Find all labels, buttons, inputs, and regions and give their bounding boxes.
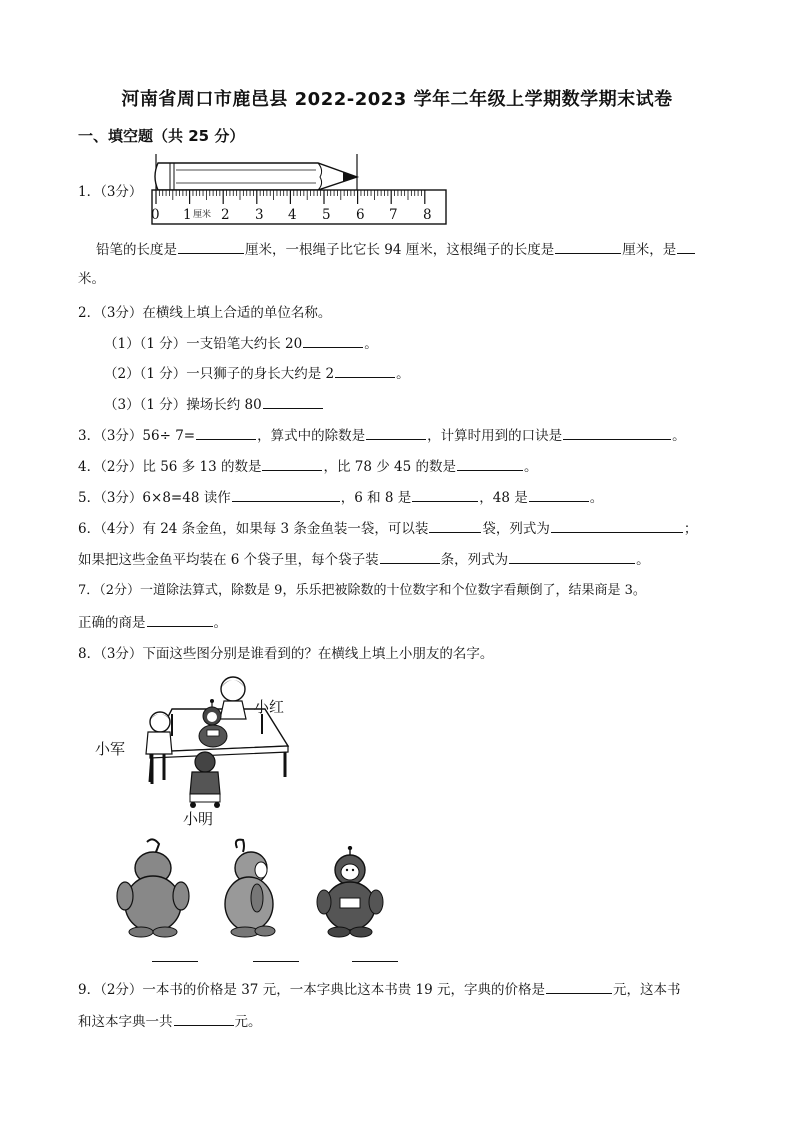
answer-blank[interactable] — [546, 980, 612, 994]
pencil-icon — [155, 163, 357, 190]
girl-icon — [220, 677, 246, 719]
answer-blank[interactable] — [174, 1012, 234, 1026]
q7-line2: 正确的商是 。 — [78, 615, 227, 631]
ruler-number: 5 — [322, 207, 331, 223]
answer-blank[interactable] — [303, 334, 363, 348]
answer-blank[interactable] — [380, 550, 440, 564]
q2-sub2: （2）（1 分）一只狮子的身长大约是 2 。 — [104, 366, 410, 382]
label-xiaoming: 小明 — [183, 810, 214, 828]
view-back-figure — [113, 838, 195, 938]
answer-blank[interactable] — [232, 488, 340, 502]
q1-text-end: 米。 — [78, 271, 105, 287]
ruler-number: 7 — [389, 207, 398, 223]
q6-line1: 6．（4分）有 24 条金鱼，如果每 3 条金鱼装一袋，可以装 袋，列式为 ； — [78, 521, 698, 537]
answer-blank[interactable] — [178, 240, 244, 254]
label-xiaojun: 小军 — [95, 740, 126, 758]
answer-blank[interactable] — [509, 550, 635, 564]
answer-blank[interactable] — [147, 613, 213, 627]
ruler-number: 0 — [151, 207, 160, 223]
q8-head: 8．（3分）下面这些图分别是谁看到的？在横线上填上小朋友的名字。 — [78, 646, 494, 662]
answer-blank[interactable] — [335, 364, 395, 378]
answer-blank[interactable] — [529, 488, 589, 502]
answer-blank[interactable] — [677, 240, 695, 254]
answer-blank[interactable] — [352, 960, 398, 962]
q5: 5．（3分）6×8=48 读作 ，6 和 8 是 ，48 是 。 — [78, 490, 604, 506]
q3: 3．（3分）56÷ 7= ，算式中的除数是 ，计算时用到的口诀是 。 — [78, 428, 686, 444]
q9-line1: 9．（2分）一本书的价格是 37 元，一本字典比这本书贵 19 元，字典的价格是 元，这本书 — [78, 982, 681, 998]
label-xiaohong: 小红 — [254, 698, 285, 716]
ruler-number: 3 — [255, 207, 264, 223]
answer-blank[interactable] — [152, 960, 198, 962]
ruler-number: 2 — [221, 207, 230, 223]
answer-blank[interactable] — [262, 457, 322, 471]
ruler-number: 1 — [183, 207, 192, 223]
ruler-unit: 厘米 — [193, 210, 212, 220]
q4: 4．（2分）比 56 多 13 的数是 ，比 78 少 45 的数是 。 — [78, 459, 538, 475]
answer-blank[interactable] — [253, 960, 299, 962]
answer-blank[interactable] — [563, 426, 671, 440]
q1-text: 铅笔的长度是 厘米，一根绳子比它长 94 厘米，这根绳子的长度是 厘米，是 — [96, 240, 696, 259]
view-side-figure — [219, 838, 287, 938]
boy-front-icon — [190, 752, 220, 808]
q2-sub3: （3）（1 分）操场长约 80 — [104, 395, 324, 414]
answer-blank[interactable] — [429, 519, 481, 533]
section-heading: 一、填空题（共 25 分） — [78, 127, 245, 145]
answer-blank[interactable] — [263, 395, 323, 409]
q7-line1: 7．（2分）一道除法算式，除数是 9，乐乐把被除数的十位数字和个位数字看颠倒了，结果商是 3。 — [78, 583, 646, 598]
page-title: 河南省周口市鹿邑县 2022-2023 学年二年级上学期数学期末试卷 — [121, 89, 673, 110]
answer-blank[interactable] — [551, 519, 683, 533]
answer-blank[interactable] — [555, 240, 621, 254]
toy-back-icon — [117, 839, 189, 937]
answer-blank[interactable] — [457, 457, 523, 471]
q9-line2: 和这本字典一共 元。 — [78, 1014, 262, 1030]
table-scene-figure — [130, 674, 310, 814]
answer-blank[interactable] — [196, 426, 256, 440]
boy-left-icon — [146, 712, 172, 782]
q6-line2: 如果把这些金鱼平均装在 6 个袋子里，每个袋子装 条，列式为 。 — [78, 552, 650, 568]
view-front-figure — [312, 846, 386, 940]
toy-side-icon — [225, 840, 275, 937]
q1-head: 1．（3分） — [78, 184, 143, 200]
toy-front-icon — [317, 846, 383, 937]
q2-sub1: （1）（1 分）一支铅笔大约长 20 。 — [104, 336, 378, 352]
answer-blank[interactable] — [366, 426, 426, 440]
answer-blank[interactable] — [412, 488, 478, 502]
ruler-number: 6 — [356, 207, 365, 223]
ruler-labels — [151, 206, 451, 226]
ruler-number: 8 — [423, 207, 432, 223]
ruler-number: 4 — [288, 207, 297, 223]
q2-head: 2．（3分）在横线上填上合适的单位名称。 — [78, 305, 332, 321]
